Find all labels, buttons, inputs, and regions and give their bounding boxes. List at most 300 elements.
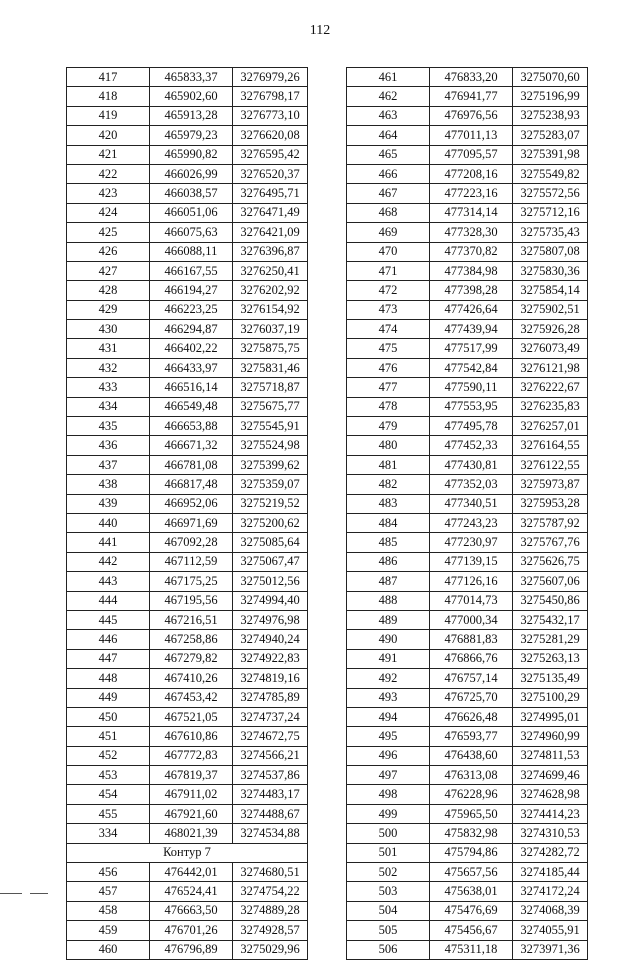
point-number-cell: 447 (67, 649, 150, 668)
point-number-cell: 501 (347, 843, 430, 862)
point-number-cell: 468 (347, 203, 430, 222)
scan-mark (0, 893, 22, 894)
y-coordinate-cell: 3274754,22 (233, 882, 308, 901)
table-row (347, 68, 588, 87)
x-coordinate-cell: 466671,32 (150, 436, 233, 455)
point-number-cell: 489 (347, 610, 430, 629)
table-row (347, 378, 588, 397)
x-coordinate-cell: 476701,26 (150, 921, 233, 940)
x-coordinate-cell: 477553,95 (430, 397, 513, 416)
y-coordinate-cell: 3274282,72 (513, 843, 588, 862)
y-coordinate-cell: 3276520,37 (233, 164, 308, 183)
table-row (347, 281, 588, 300)
point-number-cell: 425 (67, 223, 150, 242)
table-row (347, 126, 588, 145)
point-number-cell: 463 (347, 106, 430, 125)
x-coordinate-cell: 476757,14 (430, 669, 513, 688)
point-number-cell: 454 (67, 785, 150, 804)
contour-label: Контур 7 (67, 843, 308, 862)
y-coordinate-cell: 3275926,28 (513, 320, 588, 339)
point-number-cell: 488 (347, 591, 430, 610)
point-number-cell: 492 (347, 669, 430, 688)
table-row (67, 572, 308, 591)
x-coordinate-cell: 477000,34 (430, 610, 513, 629)
x-coordinate-cell: 477340,51 (430, 494, 513, 513)
y-coordinate-cell: 3275830,36 (513, 261, 588, 280)
table-row (67, 436, 308, 455)
x-coordinate-cell: 467279,82 (150, 649, 233, 668)
table-row (67, 707, 308, 726)
point-number-cell: 498 (347, 785, 430, 804)
x-coordinate-cell: 466549,48 (150, 397, 233, 416)
point-number-cell: 450 (67, 707, 150, 726)
table-row (347, 901, 588, 920)
table-row (347, 320, 588, 339)
point-number-cell: 494 (347, 707, 430, 726)
point-number-cell: 438 (67, 475, 150, 494)
point-number-cell: 482 (347, 475, 430, 494)
x-coordinate-cell: 475476,69 (430, 901, 513, 920)
table-row (347, 707, 588, 726)
y-coordinate-cell: 3276595,42 (233, 145, 308, 164)
table-row (347, 397, 588, 416)
table-row (347, 203, 588, 222)
x-coordinate-cell: 475311,18 (430, 940, 513, 959)
y-coordinate-cell: 3275572,56 (513, 184, 588, 203)
x-coordinate-cell: 467772,83 (150, 746, 233, 765)
x-coordinate-cell: 476524,41 (150, 882, 233, 901)
table-row (347, 921, 588, 940)
table-row (67, 688, 308, 707)
x-coordinate-cell: 467819,37 (150, 766, 233, 785)
x-coordinate-cell: 475965,50 (430, 804, 513, 823)
x-coordinate-cell: 466038,57 (150, 184, 233, 203)
y-coordinate-cell: 3276257,01 (513, 417, 588, 436)
y-coordinate-cell: 3275135,49 (513, 669, 588, 688)
point-number-cell: 473 (347, 300, 430, 319)
x-coordinate-cell: 467216,51 (150, 610, 233, 629)
page-number: 112 (309, 23, 331, 38)
table-row (67, 87, 308, 106)
table-row (67, 261, 308, 280)
point-number-cell: 457 (67, 882, 150, 901)
x-coordinate-cell: 477542,84 (430, 358, 513, 377)
x-coordinate-cell: 475832,98 (430, 824, 513, 843)
x-coordinate-cell: 476976,56 (430, 106, 513, 125)
y-coordinate-cell: 3275787,92 (513, 513, 588, 532)
point-number-cell: 439 (67, 494, 150, 513)
x-coordinate-cell: 466194,27 (150, 281, 233, 300)
point-number-cell: 476 (347, 358, 430, 377)
x-coordinate-cell: 465913,28 (150, 106, 233, 125)
table-row (67, 242, 308, 261)
table-row (67, 145, 308, 164)
x-coordinate-cell: 465990,82 (150, 145, 233, 164)
y-coordinate-cell: 3276164,55 (513, 436, 588, 455)
point-number-cell: 467 (347, 184, 430, 203)
point-number-cell: 499 (347, 804, 430, 823)
y-coordinate-cell: 3275545,91 (233, 417, 308, 436)
table-row (67, 320, 308, 339)
point-number-cell: 435 (67, 417, 150, 436)
x-coordinate-cell: 466402,22 (150, 339, 233, 358)
x-coordinate-cell: 476663,50 (150, 901, 233, 920)
x-coordinate-cell: 467092,28 (150, 533, 233, 552)
y-coordinate-cell: 3274922,83 (233, 649, 308, 668)
y-coordinate-cell: 3275432,17 (513, 610, 588, 629)
x-coordinate-cell: 476881,83 (430, 630, 513, 649)
y-coordinate-cell: 3275953,28 (513, 494, 588, 513)
y-coordinate-cell: 3274483,17 (233, 785, 308, 804)
table-row (347, 475, 588, 494)
table-row (67, 126, 308, 145)
point-number-cell: 436 (67, 436, 150, 455)
table-row (347, 339, 588, 358)
point-number-cell: 429 (67, 300, 150, 319)
y-coordinate-cell: 3274534,88 (233, 824, 308, 843)
table-row (67, 921, 308, 940)
x-coordinate-cell: 476725,70 (430, 688, 513, 707)
table-row (67, 785, 308, 804)
y-coordinate-cell: 3276073,49 (513, 339, 588, 358)
y-coordinate-cell: 3275085,64 (233, 533, 308, 552)
y-coordinate-cell: 3275450,86 (513, 591, 588, 610)
y-coordinate-cell: 3275196,99 (513, 87, 588, 106)
y-coordinate-cell: 3274994,40 (233, 591, 308, 610)
x-coordinate-cell: 477384,98 (430, 261, 513, 280)
point-number-cell: 462 (347, 87, 430, 106)
coordinates-table-left-body (67, 68, 308, 960)
table-row (67, 223, 308, 242)
x-coordinate-cell: 468021,39 (150, 824, 233, 843)
y-coordinate-cell: 3275391,98 (513, 145, 588, 164)
table-row (347, 184, 588, 203)
point-number-cell: 418 (67, 87, 150, 106)
table-row (347, 513, 588, 532)
point-number-cell: 461 (347, 68, 430, 87)
x-coordinate-cell: 466294,87 (150, 320, 233, 339)
table-row (347, 223, 588, 242)
table-row (67, 824, 308, 843)
point-number-cell: 491 (347, 649, 430, 668)
x-coordinate-cell: 465902,60 (150, 87, 233, 106)
x-coordinate-cell: 477011,13 (430, 126, 513, 145)
point-number-cell: 426 (67, 242, 150, 261)
y-coordinate-cell: 3273971,36 (513, 940, 588, 959)
x-coordinate-cell: 477139,15 (430, 552, 513, 571)
y-coordinate-cell: 3274488,67 (233, 804, 308, 823)
x-coordinate-cell: 467521,05 (150, 707, 233, 726)
table-row (67, 882, 308, 901)
table-row (347, 766, 588, 785)
point-number-cell: 460 (67, 940, 150, 959)
point-number-cell: 458 (67, 901, 150, 920)
point-number-cell: 464 (347, 126, 430, 145)
table-row (347, 688, 588, 707)
y-coordinate-cell: 3274068,39 (513, 901, 588, 920)
y-coordinate-cell: 3274785,89 (233, 688, 308, 707)
y-coordinate-cell: 3276471,49 (233, 203, 308, 222)
x-coordinate-cell: 466971,69 (150, 513, 233, 532)
point-number-cell: 420 (67, 126, 150, 145)
table-row (67, 533, 308, 552)
point-number-cell: 466 (347, 164, 430, 183)
y-coordinate-cell: 3274414,23 (513, 804, 588, 823)
table-row (67, 68, 308, 87)
x-coordinate-cell: 466075,63 (150, 223, 233, 242)
coordinates-table-right-body (347, 68, 588, 960)
coordinates-table-left (66, 67, 308, 960)
y-coordinate-cell: 3276495,71 (233, 184, 308, 203)
y-coordinate-cell: 3276421,09 (233, 223, 308, 242)
x-coordinate-cell: 465979,23 (150, 126, 233, 145)
x-coordinate-cell: 467258,86 (150, 630, 233, 649)
point-number-cell: 432 (67, 358, 150, 377)
point-number-cell: 421 (67, 145, 150, 164)
point-number-cell: 479 (347, 417, 430, 436)
x-coordinate-cell: 475456,67 (430, 921, 513, 940)
y-coordinate-cell: 3275263,13 (513, 649, 588, 668)
point-number-cell: 506 (347, 940, 430, 959)
x-coordinate-cell: 476796,89 (150, 940, 233, 959)
point-number-cell: 487 (347, 572, 430, 591)
point-number-cell: 452 (67, 746, 150, 765)
y-coordinate-cell: 3275831,46 (233, 358, 308, 377)
point-number-cell: 428 (67, 281, 150, 300)
point-number-cell: 455 (67, 804, 150, 823)
table-row (347, 669, 588, 688)
table-row (347, 455, 588, 474)
point-number-cell: 434 (67, 397, 150, 416)
table-row (347, 746, 588, 765)
table-row (347, 591, 588, 610)
point-number-cell: 493 (347, 688, 430, 707)
point-number-cell: 481 (347, 455, 430, 474)
x-coordinate-cell: 466653,88 (150, 417, 233, 436)
x-coordinate-cell: 467911,02 (150, 785, 233, 804)
point-number-cell: 490 (347, 630, 430, 649)
y-coordinate-cell: 3275029,96 (233, 940, 308, 959)
point-number-cell: 427 (67, 261, 150, 280)
x-coordinate-cell: 477095,57 (430, 145, 513, 164)
y-coordinate-cell: 3274566,21 (233, 746, 308, 765)
table-row (67, 804, 308, 823)
y-coordinate-cell: 3275712,16 (513, 203, 588, 222)
table-row (67, 378, 308, 397)
y-coordinate-cell: 3275767,76 (513, 533, 588, 552)
point-number-cell: 442 (67, 552, 150, 571)
table-row (347, 630, 588, 649)
x-coordinate-cell: 467453,42 (150, 688, 233, 707)
table-row (67, 746, 308, 765)
table-row (347, 882, 588, 901)
point-number-cell: 437 (67, 455, 150, 474)
x-coordinate-cell: 467195,56 (150, 591, 233, 610)
table-row (67, 766, 308, 785)
y-coordinate-cell: 3275359,07 (233, 475, 308, 494)
point-number-cell: 451 (67, 727, 150, 746)
scan-mark (30, 893, 48, 894)
point-number-cell: 495 (347, 727, 430, 746)
x-coordinate-cell: 466088,11 (150, 242, 233, 261)
x-coordinate-cell: 477517,99 (430, 339, 513, 358)
y-coordinate-cell: 3274811,53 (513, 746, 588, 765)
y-coordinate-cell: 3274537,86 (233, 766, 308, 785)
contour-header-row (67, 843, 308, 862)
y-coordinate-cell: 3276250,41 (233, 261, 308, 280)
y-coordinate-cell: 3275012,56 (233, 572, 308, 591)
y-coordinate-cell: 3275902,51 (513, 300, 588, 319)
table-row (347, 87, 588, 106)
x-coordinate-cell: 476313,08 (430, 766, 513, 785)
point-number-cell: 474 (347, 320, 430, 339)
table-row (67, 455, 308, 474)
y-coordinate-cell: 3274960,99 (513, 727, 588, 746)
y-coordinate-cell: 3275219,52 (233, 494, 308, 513)
y-coordinate-cell: 3275067,47 (233, 552, 308, 571)
y-coordinate-cell: 3274699,46 (513, 766, 588, 785)
table-row (67, 513, 308, 532)
x-coordinate-cell: 477230,97 (430, 533, 513, 552)
point-number-cell: 469 (347, 223, 430, 242)
table-row (67, 591, 308, 610)
x-coordinate-cell: 475657,56 (430, 863, 513, 882)
point-number-cell: 441 (67, 533, 150, 552)
point-number-cell: 453 (67, 766, 150, 785)
point-number-cell: 477 (347, 378, 430, 397)
table-row (347, 494, 588, 513)
point-number-cell: 480 (347, 436, 430, 455)
x-coordinate-cell: 477439,94 (430, 320, 513, 339)
table-row (67, 397, 308, 416)
point-number-cell: 484 (347, 513, 430, 532)
y-coordinate-cell: 3276121,98 (513, 358, 588, 377)
coordinates-table-right (346, 67, 588, 960)
table-row (347, 572, 588, 591)
x-coordinate-cell: 477452,33 (430, 436, 513, 455)
point-number-cell: 478 (347, 397, 430, 416)
y-coordinate-cell: 3275626,75 (513, 552, 588, 571)
y-coordinate-cell: 3276122,55 (513, 455, 588, 474)
table-row (347, 727, 588, 746)
point-number-cell: 440 (67, 513, 150, 532)
y-coordinate-cell: 3276798,17 (233, 87, 308, 106)
point-number-cell: 334 (67, 824, 150, 843)
point-number-cell: 431 (67, 339, 150, 358)
table-row (67, 106, 308, 125)
table-row (347, 417, 588, 436)
y-coordinate-cell: 3275283,07 (513, 126, 588, 145)
y-coordinate-cell: 3274940,24 (233, 630, 308, 649)
table-row (67, 164, 308, 183)
y-coordinate-cell: 3275524,98 (233, 436, 308, 455)
y-coordinate-cell: 3275875,75 (233, 339, 308, 358)
table-row (67, 940, 308, 959)
point-number-cell: 456 (67, 863, 150, 882)
y-coordinate-cell: 3276773,10 (233, 106, 308, 125)
y-coordinate-cell: 3274976,98 (233, 610, 308, 629)
x-coordinate-cell: 466223,25 (150, 300, 233, 319)
point-number-cell: 445 (67, 610, 150, 629)
table-row (347, 552, 588, 571)
table-row (67, 281, 308, 300)
table-row (347, 649, 588, 668)
point-number-cell: 459 (67, 921, 150, 940)
y-coordinate-cell: 3274995,01 (513, 707, 588, 726)
y-coordinate-cell: 3274310,53 (513, 824, 588, 843)
point-number-cell: 470 (347, 242, 430, 261)
table-row (347, 145, 588, 164)
x-coordinate-cell: 466781,08 (150, 455, 233, 474)
x-coordinate-cell: 465833,37 (150, 68, 233, 87)
x-coordinate-cell: 467921,60 (150, 804, 233, 823)
table-row (347, 804, 588, 823)
table-row (67, 552, 308, 571)
table-row (347, 106, 588, 125)
point-number-cell: 419 (67, 106, 150, 125)
x-coordinate-cell: 477398,28 (430, 281, 513, 300)
point-number-cell: 502 (347, 863, 430, 882)
y-coordinate-cell: 3275807,08 (513, 242, 588, 261)
y-coordinate-cell: 3276979,26 (233, 68, 308, 87)
y-coordinate-cell: 3274055,91 (513, 921, 588, 940)
y-coordinate-cell: 3274889,28 (233, 901, 308, 920)
table-row (347, 533, 588, 552)
x-coordinate-cell: 477126,16 (430, 572, 513, 591)
x-coordinate-cell: 475794,86 (430, 843, 513, 862)
y-coordinate-cell: 3274680,51 (233, 863, 308, 882)
y-coordinate-cell: 3276396,87 (233, 242, 308, 261)
x-coordinate-cell: 477314,14 (430, 203, 513, 222)
x-coordinate-cell: 476438,60 (430, 746, 513, 765)
table-row (347, 610, 588, 629)
table-row (347, 863, 588, 882)
x-coordinate-cell: 476941,77 (430, 87, 513, 106)
x-coordinate-cell: 477014,73 (430, 591, 513, 610)
point-number-cell: 496 (347, 746, 430, 765)
table-row (67, 339, 308, 358)
y-coordinate-cell: 3275549,82 (513, 164, 588, 183)
table-row (347, 261, 588, 280)
x-coordinate-cell: 466051,06 (150, 203, 233, 222)
x-coordinate-cell: 477208,16 (430, 164, 513, 183)
point-number-cell: 423 (67, 184, 150, 203)
point-number-cell: 449 (67, 688, 150, 707)
x-coordinate-cell: 477243,23 (430, 513, 513, 532)
x-coordinate-cell: 477370,82 (430, 242, 513, 261)
y-coordinate-cell: 3275100,29 (513, 688, 588, 707)
point-number-cell: 443 (67, 572, 150, 591)
point-number-cell: 486 (347, 552, 430, 571)
y-coordinate-cell: 3276202,92 (233, 281, 308, 300)
y-coordinate-cell: 3275735,43 (513, 223, 588, 242)
x-coordinate-cell: 476442,01 (150, 863, 233, 882)
point-number-cell: 430 (67, 320, 150, 339)
point-number-cell: 504 (347, 901, 430, 920)
table-row (67, 184, 308, 203)
point-number-cell: 417 (67, 68, 150, 87)
point-number-cell: 444 (67, 591, 150, 610)
point-number-cell: 485 (347, 533, 430, 552)
point-number-cell: 424 (67, 203, 150, 222)
table-row (67, 649, 308, 668)
x-coordinate-cell: 477426,64 (430, 300, 513, 319)
point-number-cell: 465 (347, 145, 430, 164)
x-coordinate-cell: 466817,48 (150, 475, 233, 494)
table-row (67, 475, 308, 494)
table-row (347, 358, 588, 377)
x-coordinate-cell: 467112,59 (150, 552, 233, 571)
